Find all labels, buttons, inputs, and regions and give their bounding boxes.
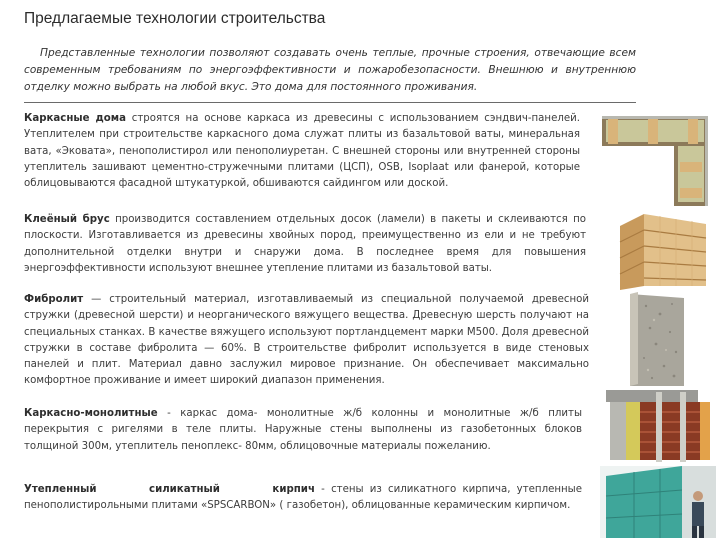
section-frame-houses xyxy=(24,111,580,192)
section-monolithic-frame xyxy=(24,406,582,455)
section-text: — строительный материал, изготавливаемый из специальной получаемой древесной стружки (древесной шерсти) и неорганического вяжущего вещества. Древесную шерсть получают на специальных станках. В качестве вяжущего используют портландцемент марки М500. Доля древесной стружки в составе фибролита — 60%. В строительстве фибролит используется в виде стеновых панелей и плит. Материал давно заслужил мировое признание. Он обеспечивает максимально комфортное проживание и имеет широкий диапазон применения. xyxy=(24,294,589,387)
section-text: производится составлением отдельных досок (ламели) в пакеты и склеиваются по плоскости. Изготавливается из древесины хвойных пород, преимущественно из ели и не требуют дополнительной отделки внутри и снаружи дома. В последнее время для повышения энергоэффективности используют внешнее утепление плитами из базальтовой ваты. xyxy=(24,214,586,274)
section-glued-beam xyxy=(24,212,586,277)
section-text: строятся на основе каркаса из древесины с использованием сэндвич-панелей. Утеплителем при строительстве каркасного дома служат плиты из базальтовой ваты, минеральная вата, «Эковата», пенополистирол или пенополиуретан. С внешней стороны или внутренней стороны утеплитель зашивают цементно-стружечными плитами (ЦСП), OSB, Isoplaat или фанерой, которые облицовываются фасадной штукатуркой, обшиваются сайдингом или доской. xyxy=(24,113,580,190)
monolithic-frame-wall-image xyxy=(596,386,716,464)
section-fibrolite xyxy=(24,292,589,390)
section-text: - стены из силикатного кирпича, утепленные пенополистирольными плитами «SPSCARBON» ( газобетон), облицованные керамическим кирпичом. xyxy=(24,484,582,512)
section-term: Каркасные дома xyxy=(24,113,126,124)
intro-paragraph: Представленные технологии позволяют создавать очень теплые, прочные строения, отвечающие всем современным требованиям по энергоэффективности и пожаробезопасности. Внешнюю и внутреннюю отделку можно выбрать на любой вкус. Это дома для постоянного проживания. xyxy=(24,45,636,103)
frame-house-wall-section-image xyxy=(598,112,712,210)
section-text: - каркас дома- монолитные ж/б колонны и монолитные ж/б плиты перекрытия с ригелями в теле плиты. Наружные стены выполнены из газобетонных блоков толщиной 300м, утеплитель пеноплекс- 80мм, облицовочные материалы пожеланию. xyxy=(24,408,582,452)
insulated-brick-wall-image xyxy=(600,466,716,538)
page-title: Предлагаемые технологии строительства xyxy=(24,10,326,27)
section-term: Фибролит xyxy=(24,294,84,305)
fibrolite-panel-image xyxy=(626,292,688,390)
section-term: Клеёный брус xyxy=(24,214,110,225)
section-term: Утепленный силикатный кирпич xyxy=(24,484,315,495)
section-insulated-brick xyxy=(24,482,582,515)
glued-beam-corner-image xyxy=(614,206,708,290)
section-term: Каркасно-монолитные xyxy=(24,408,158,419)
